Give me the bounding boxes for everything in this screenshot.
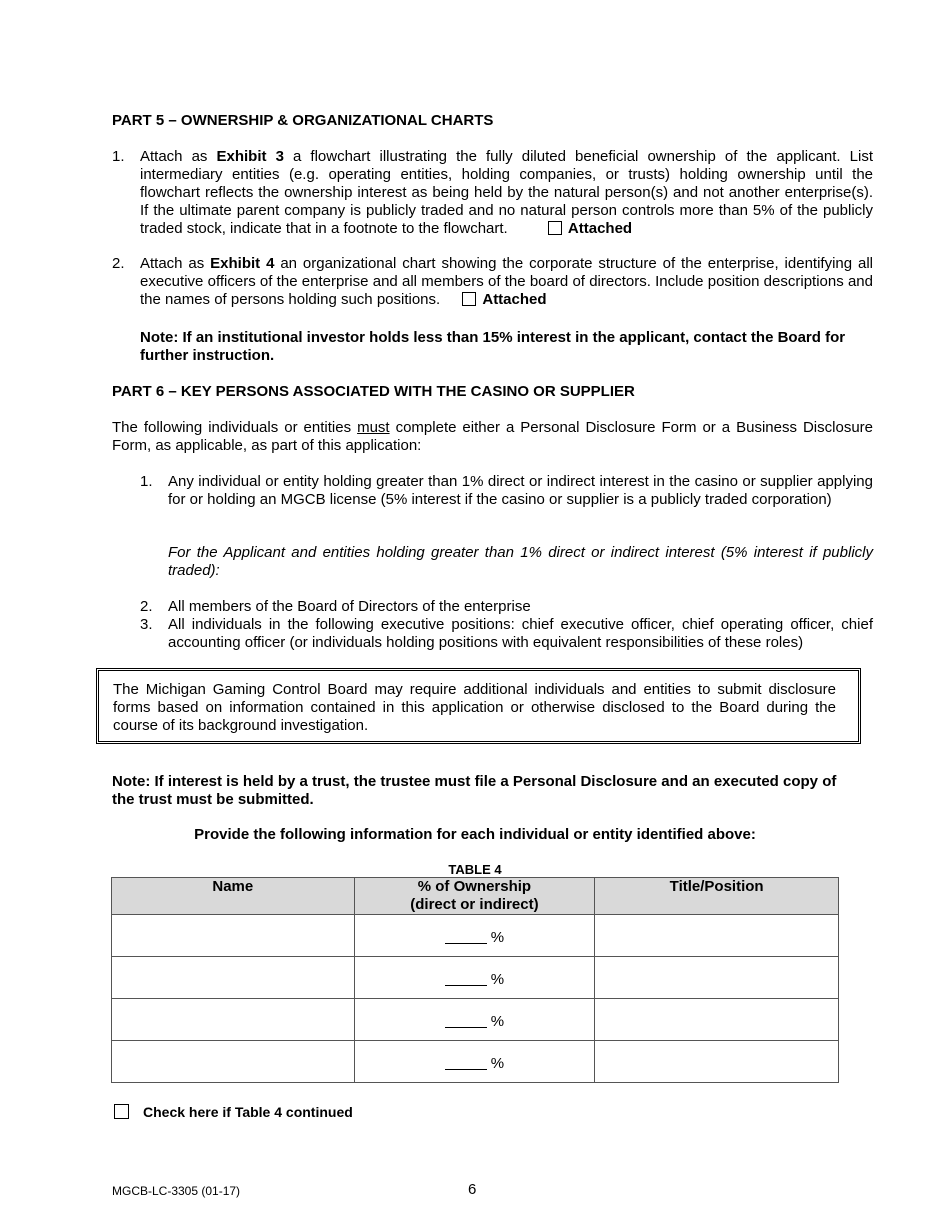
ownership-blank[interactable] [445, 971, 487, 986]
table4-header-name: Name [112, 878, 355, 915]
part5-item-2 [140, 255, 873, 309]
ownership-blank[interactable] [445, 1013, 487, 1028]
form-id: MGCB-LC-3305 (01-17) [112, 1184, 241, 1198]
part6-intro-pre: The following individuals or entities [112, 419, 358, 436]
part6-intro-post: complete either a Personal Disclosure Form or a Business Disclosure Form, as applicable, as part of this application: [112, 419, 873, 454]
table4-name-cell[interactable] [112, 1041, 355, 1083]
table-row [112, 999, 839, 1041]
table4-continued [114, 1103, 353, 1121]
part6-intro [112, 419, 873, 455]
mgcb-notice-box [96, 668, 861, 744]
part6-item-2: All members of the Board of Directors of the enterprise [168, 598, 531, 615]
ownership-blank[interactable] [445, 929, 487, 944]
part5-item-1 [140, 148, 873, 238]
table4-ownership-cell[interactable] [354, 957, 595, 999]
page-number: 6 [468, 1181, 477, 1198]
exhibit-3-attached-label: Attached [567, 220, 633, 237]
exhibit-3-attached-checkbox[interactable] [548, 221, 562, 235]
part6-item-1: Any individual or entity holding greater than 1% direct or indirect interest in the casino or supplier applying for or holding an MGCB license (5% interest if the casino or supplier is a publicly traded corporation) [168, 473, 873, 508]
part5-note: Note: If an institutional investor holds less than 15% interest in the applicant, contact the Board for further instruction. [140, 329, 846, 364]
part6-item-3-number: 3. [140, 616, 153, 633]
part6-intro-must: must [357, 419, 390, 436]
table4-name-cell[interactable] [112, 915, 355, 957]
part6-item-1-number: 1. [140, 473, 153, 490]
trust-note: Note: If interest is held by a trust, the trustee must file a Personal Disclosure and an executed copy of the trust must be submitted. [112, 773, 837, 808]
table4-ownership-cell[interactable] [354, 1041, 595, 1083]
part5-item-1-text: a flowchart illustrating the fully diluted beneficial ownership of the applicant. List intermediary entities (e.g. operating entities, holding companies, or trusts) holding ownership until the flowchart reflects the ownership interest as being held by the natural person(s) and not another enterprise(s). If the ultimate parent company is publicly traded and no natural person controls more than 5% of the publicly traded stock, indicate that in a footnote to the flowchart. [140, 148, 874, 237]
mgcb-notice-text: The Michigan Gaming Control Board may require additional individuals and entities to submit disclosure forms based on information contained in this application or otherwise disclosed to the Board during the course of its background investigation. [113, 681, 836, 734]
part5-item-1-lead: Attach as [140, 148, 217, 165]
table4-caption: TABLE 4 [448, 862, 502, 877]
table4-header-ownership-line2: (direct or indirect) [410, 896, 539, 913]
table4-header-ownership [354, 878, 595, 915]
table4-ownership-cell[interactable] [354, 999, 595, 1041]
table4-name-cell[interactable] [112, 999, 355, 1041]
table4-title-cell[interactable] [595, 915, 839, 957]
part5-item-1-number: 1. [112, 148, 125, 165]
exhibit-3-label: Exhibit 3 [216, 148, 284, 165]
exhibit-4-label: Exhibit 4 [210, 255, 275, 272]
part6-item-3: All individuals in the following executive positions: chief executive officer, chief operating officer, chief accounting officer (or individuals holding positions with equivalent responsibilities of these roles) [168, 616, 873, 651]
table-row [112, 1041, 839, 1083]
percent-symbol: % [490, 970, 505, 988]
table4-header-row [112, 878, 839, 915]
table4-header-ownership-line1: % of Ownership [417, 878, 532, 895]
percent-symbol: % [490, 1054, 505, 1072]
percent-symbol: % [490, 1012, 505, 1030]
table4-continued-label: Check here if Table 4 continued [143, 1104, 353, 1120]
table4-header-title: Title/Position [595, 878, 839, 915]
percent-symbol: % [490, 928, 505, 946]
exhibit-4-attached-label: Attached [482, 291, 547, 308]
part6-italic-note: For the Applicant and entities holding greater than 1% direct or indirect interest (5% interest if publicly traded): [168, 544, 873, 579]
part6-heading: PART 6 – KEY PERSONS ASSOCIATED WITH THE CASINO OR SUPPLIER [112, 383, 635, 400]
table-row [112, 957, 839, 999]
table4-continued-checkbox[interactable] [114, 1104, 129, 1119]
table4 [111, 877, 839, 1083]
part5-heading: PART 5 – OWNERSHIP & ORGANIZATIONAL CHARTS [112, 112, 494, 129]
exhibit-4-attached-checkbox[interactable] [462, 292, 476, 306]
part5-item-2-number: 2. [112, 255, 125, 272]
provide-info-instruction: Provide the following information for each individual or entity identified above: [194, 826, 756, 843]
table4-title-cell[interactable] [595, 999, 839, 1041]
part5-item-2-text: an organizational chart showing the corporate structure of the enterprise, identifying all executive officers of the enterprise and all members of the board of directors. Include position descriptions and the names of persons holding such positions. [140, 255, 874, 308]
table-row [112, 915, 839, 957]
table4-title-cell[interactable] [595, 1041, 839, 1083]
ownership-blank[interactable] [445, 1055, 487, 1070]
part5-item-2-lead: Attach as [140, 255, 211, 272]
table4-title-cell[interactable] [595, 957, 839, 999]
part6-item-2-number: 2. [140, 598, 153, 615]
table4-name-cell[interactable] [112, 957, 355, 999]
table4-ownership-cell[interactable] [354, 915, 595, 957]
